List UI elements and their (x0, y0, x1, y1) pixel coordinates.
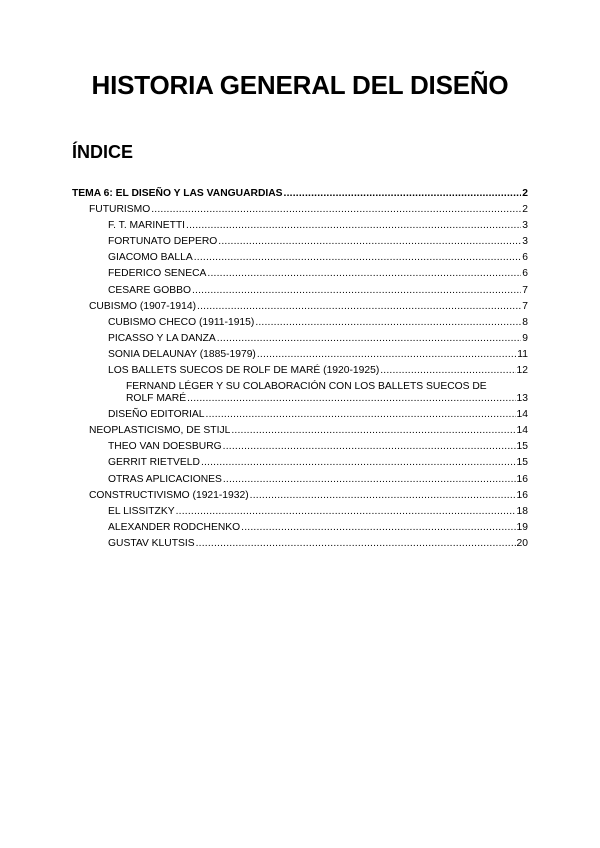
dot-leader (186, 218, 521, 234)
toc-entry[interactable] (72, 439, 528, 455)
toc-entry-title: F. T. MARINETTI (108, 220, 186, 232)
toc-entry-title: EL LISSITZKY (108, 505, 175, 517)
dot-leader (194, 250, 522, 266)
dot-leader (223, 472, 516, 488)
toc-entry-page: 3 (522, 236, 528, 248)
toc-entry[interactable] (72, 379, 528, 407)
document-title: HISTORIA GENERAL DEL DISEÑO (91, 70, 509, 100)
toc-entry-title: CUBISMO (1907-1914) (89, 300, 197, 312)
toc-entry-title-continued: ROLF MARÉ (126, 393, 187, 405)
toc-entry[interactable] (72, 315, 528, 331)
toc-entry-title: GUSTAV KLUTSIS (108, 537, 195, 549)
dot-leader (257, 347, 516, 363)
toc-entry-page: 19 (516, 521, 528, 533)
dot-leader (207, 266, 521, 282)
toc-entry-title: CESARE GOBBO (108, 284, 191, 296)
toc-entry[interactable] (72, 299, 528, 315)
dot-leader (192, 283, 521, 299)
toc-entry-page: 16 (516, 473, 528, 485)
toc-entry[interactable] (72, 455, 528, 471)
toc-entry-page: 7 (522, 284, 528, 296)
dot-leader (206, 407, 516, 423)
toc-entry[interactable] (72, 347, 528, 363)
toc-entry-page: 20 (516, 537, 528, 549)
toc-entry[interactable] (72, 218, 528, 234)
toc-entry-title: OTRAS APLICACIONES (108, 473, 222, 485)
toc-entry-page: 2 (522, 188, 528, 199)
toc-entry[interactable] (72, 202, 528, 218)
toc-entry[interactable] (72, 266, 528, 282)
toc-entry-page: 11 (517, 348, 528, 360)
toc-entry[interactable] (72, 331, 528, 347)
toc-entry[interactable] (72, 234, 528, 250)
dot-leader (176, 504, 516, 520)
toc-entry-title: NEOPLASTICISMO, DE STIJL (89, 425, 231, 437)
toc-entry-page: 3 (522, 220, 528, 232)
toc-entry-page: 16 (516, 489, 528, 501)
toc-entry-title: SONIA DELAUNAY (1885-1979) (108, 348, 256, 360)
toc-entry-title: CUBISMO CHECO (1911-1915) (108, 316, 255, 328)
dot-leader (284, 186, 522, 202)
toc-entry[interactable] (72, 536, 528, 552)
toc-entry-title: FERNAND LÉGER Y SU COLABORACIÓN CON LOS BALLETS SUECOS DE (126, 381, 487, 393)
toc-entry[interactable] (72, 186, 528, 202)
toc-entry-page: 15 (516, 457, 528, 469)
toc-entry-title: DISEÑO EDITORIAL (108, 409, 205, 421)
toc-entry-page: 18 (516, 505, 528, 517)
toc-entry[interactable] (72, 504, 528, 520)
toc-entry-title: FORTUNATO DEPERO (108, 236, 218, 248)
toc-entry-page: 13 (516, 393, 528, 405)
toc-entry[interactable] (72, 488, 528, 504)
dot-leader (231, 423, 515, 439)
toc-entry-title: FEDERICO SENECA (108, 268, 207, 280)
toc-entry-page: 2 (522, 204, 528, 216)
dot-leader (241, 520, 515, 536)
dot-leader (380, 363, 515, 379)
toc-entry-title: FUTURISMO (89, 204, 151, 216)
toc-entry-page: 9 (522, 332, 528, 344)
dot-leader (250, 488, 516, 504)
toc-entry[interactable] (72, 250, 528, 266)
toc-entry-page: 14 (516, 425, 528, 437)
toc-entry-title: ALEXANDER RODCHENKO (108, 521, 241, 533)
toc-entry[interactable] (72, 472, 528, 488)
toc-entry-title: THEO VAN DOESBURG (108, 441, 222, 453)
index-heading: ÍNDICE (72, 142, 134, 162)
dot-leader (201, 455, 516, 471)
toc-entry-title: LOS BALLETS SUECOS DE ROLF DE MARÉ (1920-1925) (108, 365, 380, 377)
dot-leader (223, 439, 516, 455)
dot-leader (151, 202, 521, 218)
dot-leader (217, 331, 521, 347)
table-of-contents (72, 186, 528, 552)
toc-entry-page: 15 (516, 441, 528, 453)
dot-leader (197, 299, 521, 315)
toc-entry-page: 6 (522, 268, 528, 280)
toc-entry-title: CONSTRUCTIVISMO (1921-1932) (89, 489, 249, 501)
toc-entry-title: PICASSO Y LA DANZA (108, 332, 216, 344)
toc-entry[interactable] (72, 423, 528, 439)
toc-entry-page: 6 (522, 252, 528, 264)
toc-entry-page: 8 (522, 316, 528, 328)
toc-entry-page: 12 (516, 365, 528, 377)
toc-entry-title: TEMA 6: EL DISEÑO Y LAS VANGUARDIAS (72, 188, 283, 199)
toc-entry-title: GIACOMO BALLA (108, 252, 193, 264)
toc-entry-title: GERRIT RIETVELD (108, 457, 200, 469)
dot-leader (196, 536, 516, 552)
dot-leader (255, 315, 521, 331)
toc-entry-page: 7 (522, 300, 528, 312)
toc-entry[interactable] (72, 407, 528, 423)
toc-entry[interactable] (72, 283, 528, 299)
toc-entry-page: 14 (516, 409, 528, 421)
dot-leader (218, 234, 521, 250)
toc-entry[interactable] (72, 520, 528, 536)
dot-leader (187, 393, 515, 405)
toc-entry[interactable] (72, 363, 528, 379)
